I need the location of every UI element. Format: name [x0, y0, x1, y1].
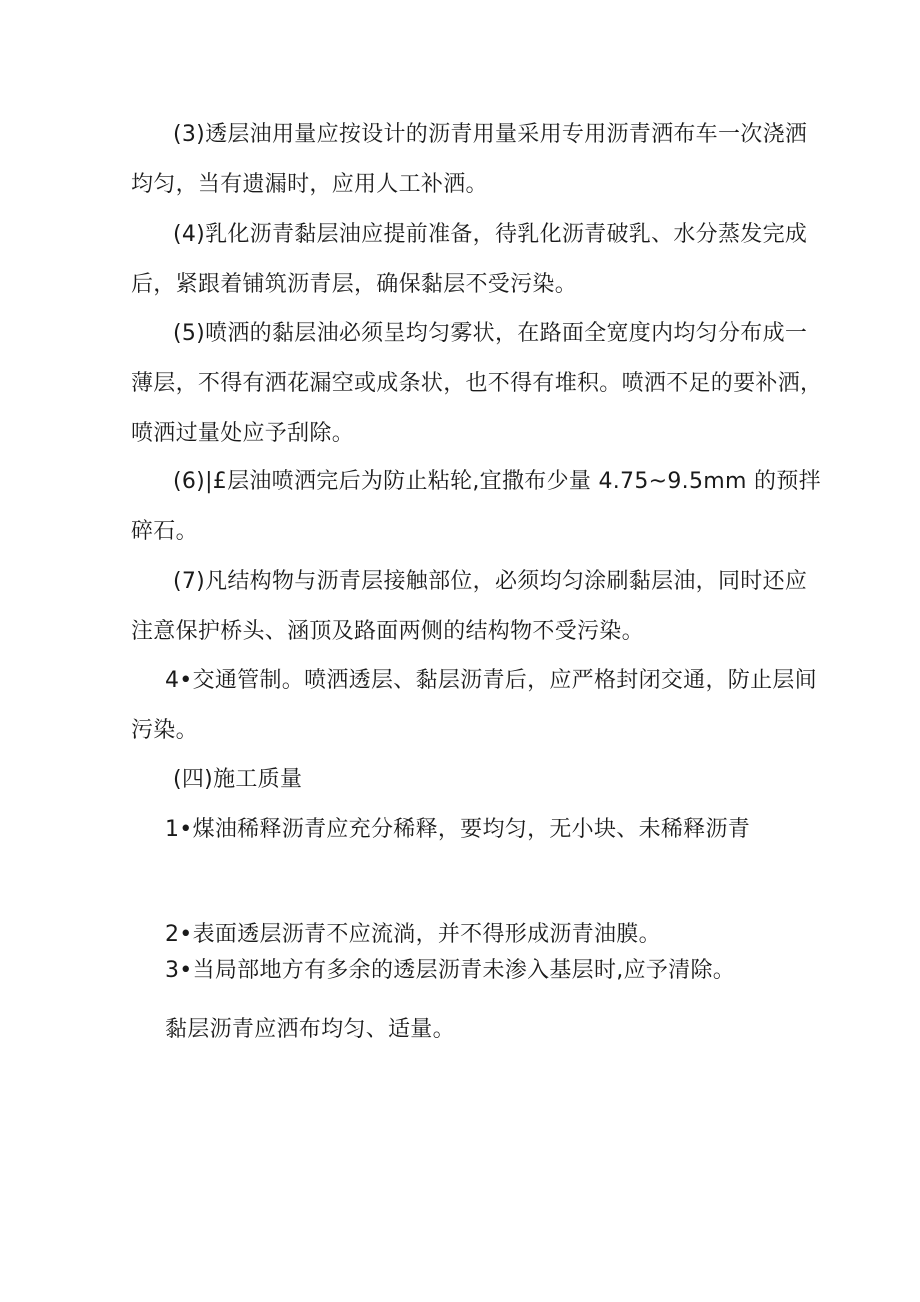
paragraph-7	[131, 557, 811, 657]
paragraph-line: (6)|£层油喷洒完后为防止粘轮,宜撒布少量 4.75~9.5mm 的预拌	[173, 469, 821, 494]
paragraph-line: (5)喷洒的黏层油必须呈均匀雾状，在路面全宽度内均匀分布成一	[173, 321, 808, 346]
paragraph-line: 注意保护桥头、涵顶及路面两侧的结构物不受污染。	[131, 619, 644, 644]
paragraph-line: 1•煤油稀释沥青应充分稀释，要均匀，无小块、未稀释沥青	[165, 817, 751, 842]
paragraph-line: 后，紧跟着铺筑沥青层，确保黏层不受污染。	[131, 272, 578, 297]
paragraph-line: 3•当局部地方有多余的透层沥青未渗入基层时,应予清除。	[165, 958, 736, 983]
paragraph-line: 2•表面透层沥青不应流淌，并不得形成沥青油膜。	[165, 922, 661, 947]
section-heading: (四)施工质量	[173, 767, 303, 792]
paragraph-6	[131, 457, 821, 557]
paragraph-3	[131, 110, 811, 210]
paragraph-line: 4•交通管制。喷洒透层、黏层沥青后，应严格封闭交通，防止层间	[165, 668, 817, 693]
paragraph-5	[131, 309, 823, 459]
quality-item-1	[131, 805, 811, 855]
paragraph-line: 污染。	[131, 718, 198, 743]
quality-item-3	[131, 946, 811, 996]
paragraph-line: (7)凡结构物与沥青层接触部位，必须均匀涂刷黏层油，同时还应	[173, 569, 808, 594]
paragraph-line: 喷洒过量处应予刮除。	[131, 421, 355, 446]
paragraph-line: 黏层沥青应洒布均匀、适量。	[165, 1017, 455, 1042]
paragraph-traffic-control	[131, 656, 817, 756]
paragraph-line: 薄层，不得有洒花漏空或成条状，也不得有堆积。喷洒不足的要补洒，	[131, 371, 823, 396]
paragraph-line: 碎石。	[131, 519, 198, 544]
paragraph-line: 均匀，当有遗漏时，应用人工补洒。	[131, 172, 488, 197]
quality-item-tack-coat	[131, 1005, 811, 1055]
paragraph-line: (4)乳化沥青黏层油应提前准备，待乳化沥青破乳、水分蒸发完成	[173, 222, 808, 247]
section-heading-construction-quality	[131, 755, 811, 805]
paragraph-4	[131, 210, 811, 310]
paragraph-line: (3)透层油用量应按设计的沥青用量采用专用沥青洒布车一次浇洒	[173, 122, 808, 147]
